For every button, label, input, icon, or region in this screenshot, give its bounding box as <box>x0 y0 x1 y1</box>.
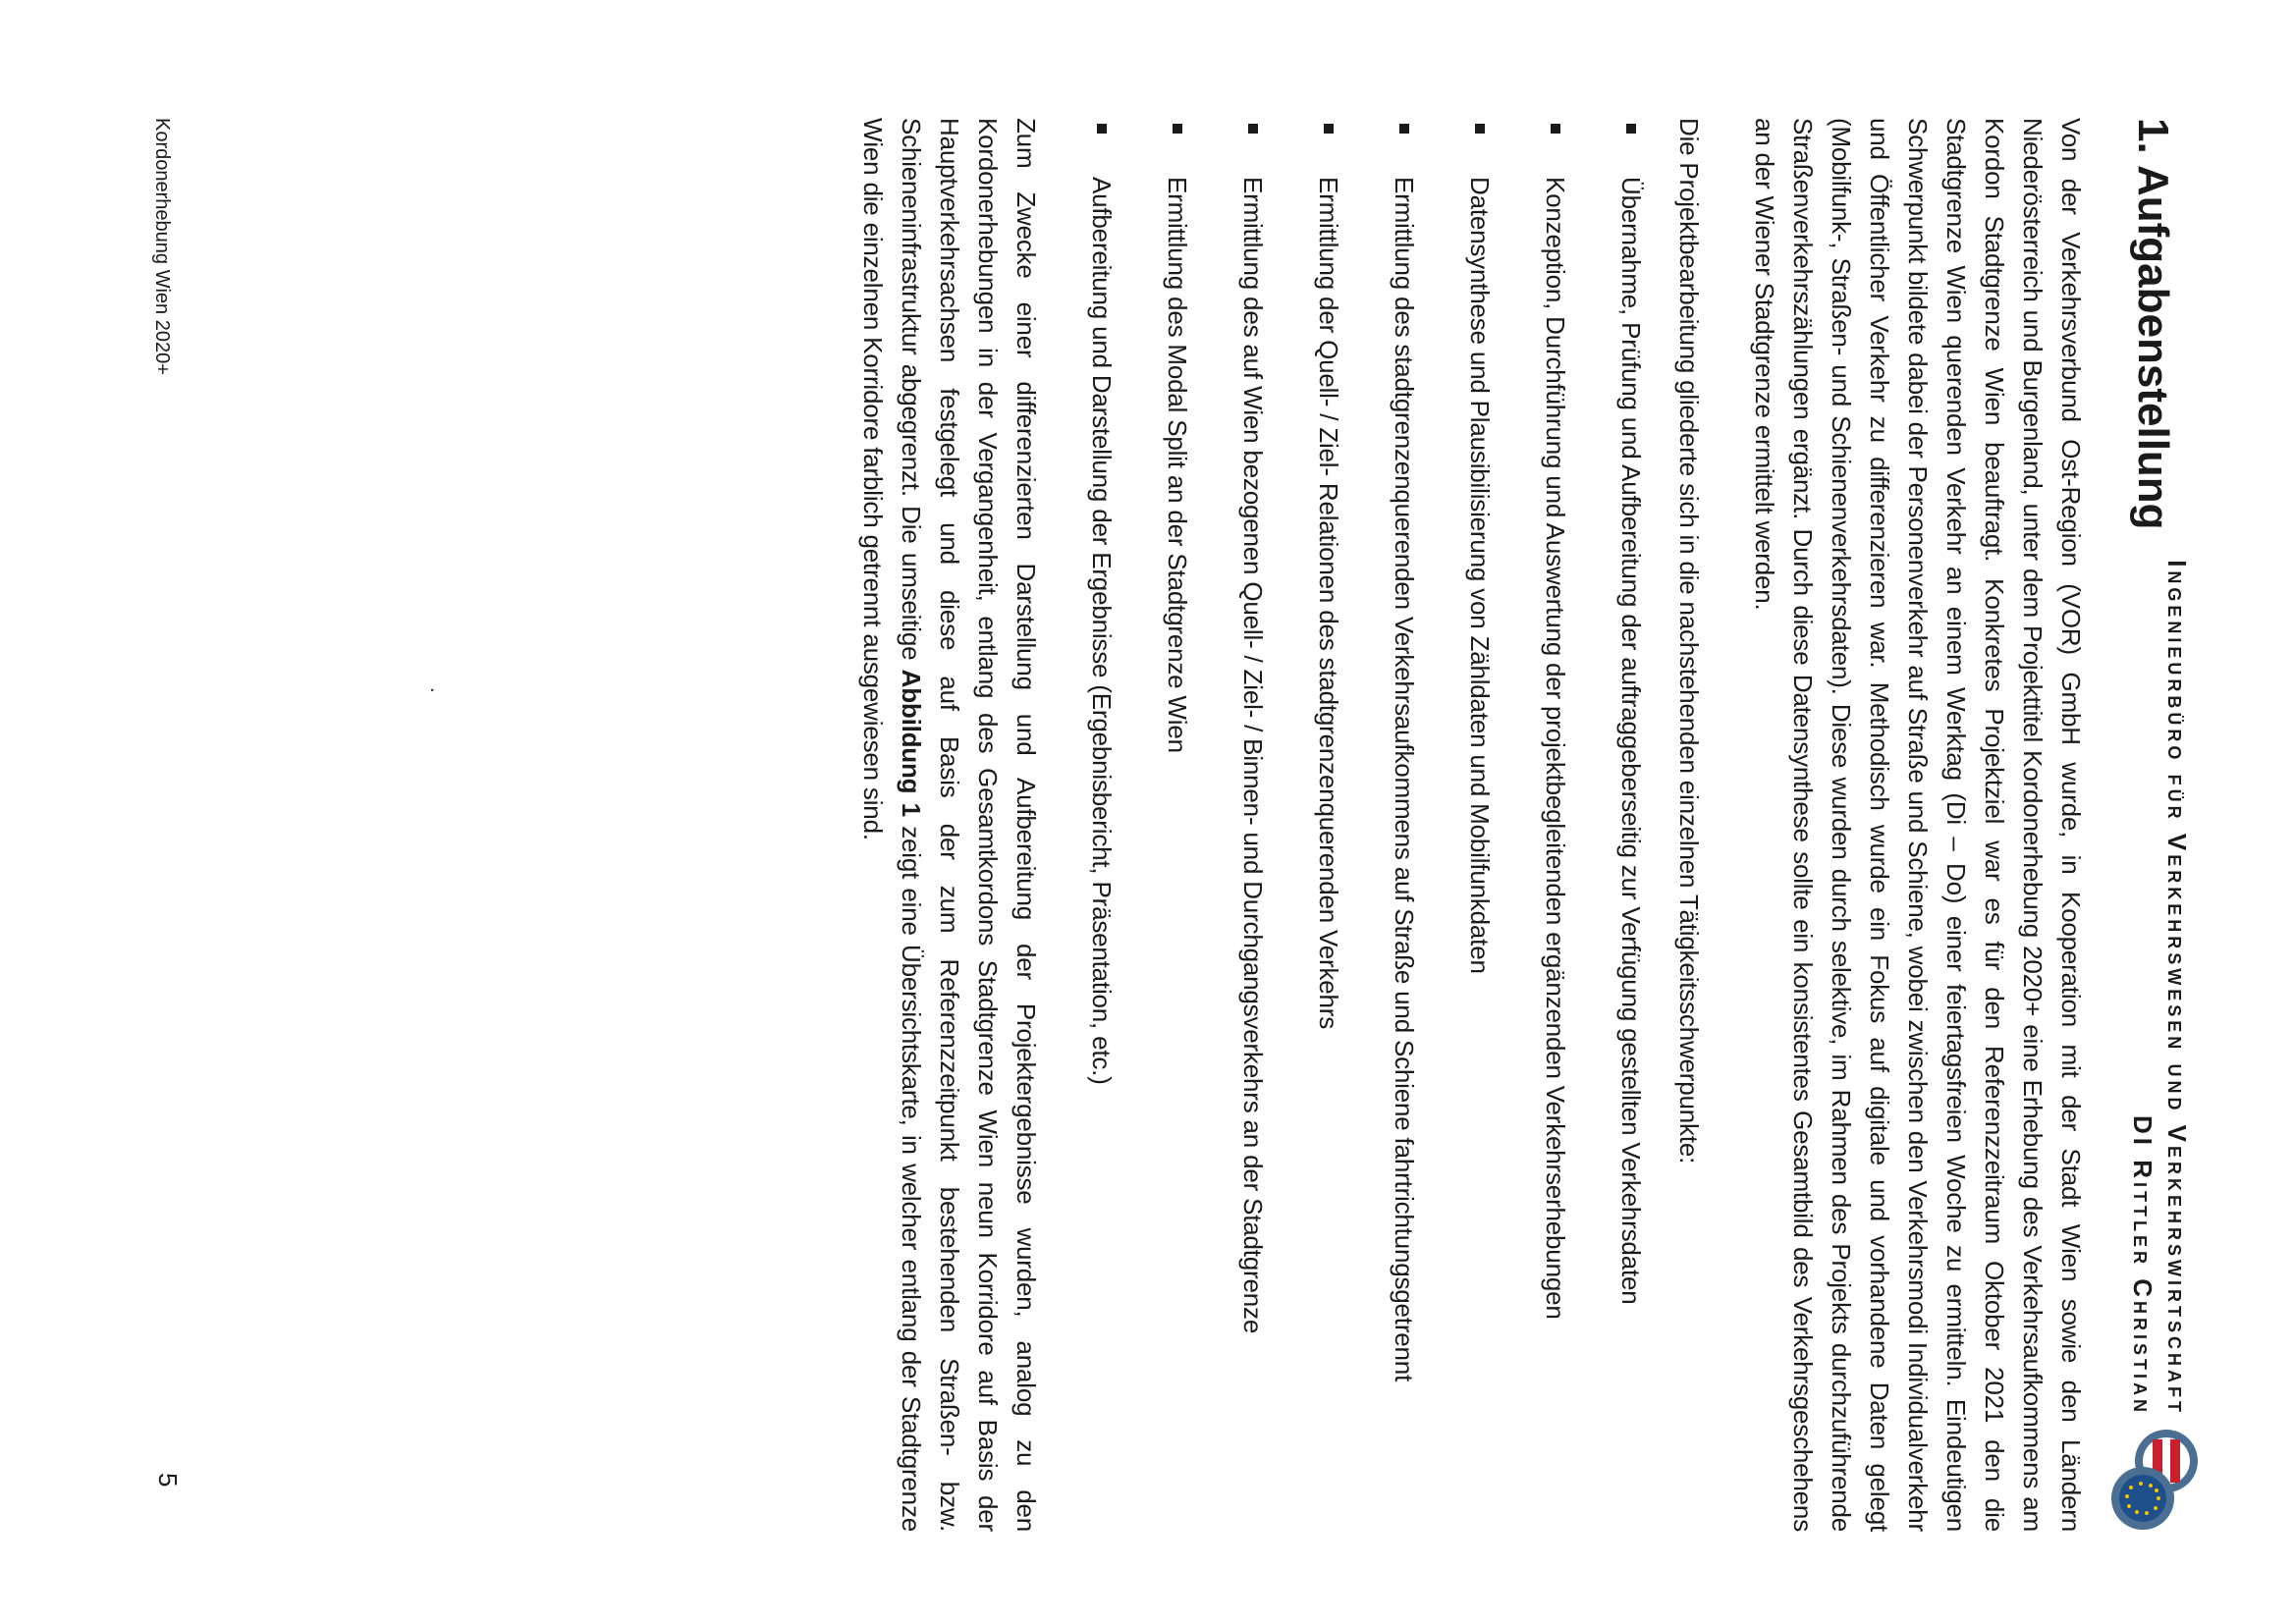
figure-reference: Abbildung 1 <box>897 669 926 817</box>
company-name-line1: Ingenieurbüro für Verkehrswesen und Verkehrswirtschaft <box>2162 560 2192 1416</box>
list-item-text: Ermittlung des stadtgrenzenquerenden Verkehrsaufkommens auf Straße und Schiene fahrtrichtungsgetrennt <box>1390 177 1419 1382</box>
list-item <box>1233 118 1272 1532</box>
section-title: Aufgabenstellung <box>2129 165 2177 530</box>
list-item-text: Ermittlung der Quell- / Ziel- Relationen des stadtgrenzenquerenden Verkehrs <box>1314 177 1343 1030</box>
bullet-icon <box>1626 124 1636 134</box>
list-item <box>1611 118 1650 1532</box>
list-item-text: Konzeption, Durchführung und Auswertung der projektbegleitenden ergänzenden Verkehrserhebungen <box>1541 177 1570 1320</box>
list-item-text: Aufbereitung und Darstellung der Ergebnisse (Ergebnisbericht, Präsentation, etc.) <box>1087 177 1117 1085</box>
closing-paragraph <box>853 118 1045 1532</box>
list-item <box>1536 118 1574 1532</box>
list-item-text: Übernahme, Prüfung und Aufbereitung der auftraggeberseitig zur Verfügung gestellten Verkehrsdaten <box>1616 177 1646 1305</box>
page-number: 5 <box>153 1473 183 1488</box>
list-item <box>1385 118 1423 1532</box>
stray-mark: . <box>426 687 448 693</box>
footer-document-title: Kordonerhebung Wien 2020+ <box>151 118 173 375</box>
task-list-lead: Die Projektbearbeitung gliederte sich in die nachstehenden einzelnen Tätigkeitsschwerpunkte: <box>1674 118 1704 1164</box>
list-item <box>1082 118 1120 1532</box>
list-item <box>1460 118 1499 1532</box>
closing-text-start: Zum Zwecke einer differenzierten Darstellung und Aufbereitung der Projektergebnisse wurden, analog zu den Kordonerhebungen in der Vergangenheit, entlang des Gesamtkordons Stadtgrenze Wien neun Korridore auf Basis der Hauptverkehrsachsen festgelegt und diese auf Basis der zum Referenzzeitpunkt bestehenden Straßen- bzw. Schieneninfrastruktur abgegrenzt. Die umseitige <box>897 118 1041 1532</box>
list-item <box>1309 118 1347 1532</box>
section-heading <box>2127 118 2178 1532</box>
bullet-icon <box>1173 124 1182 134</box>
main-content <box>853 118 2178 1532</box>
bullet-icon <box>1399 124 1409 134</box>
bullet-icon <box>1248 124 1258 134</box>
bullet-icon <box>1324 124 1334 134</box>
closing-text-end: zeigt eine Übersichtskarte, in welcher entlang der Stadtgrenze Wien die einzelnen Korridore farblich getrennt ausgewiesen sind. <box>858 118 926 1533</box>
intro-paragraph: Von der Verkehrsverbund Ost-Region (VOR) GmbH wurde, in Kooperation mit der Stadt Wien sowie den Ländern Niederösterreich und Burgenland, unter dem Projekttitel Kordonerhebung 2020+ eine Erhebung des Verkehrsaufkommens am Kordon Stadtgrenze Wien beauftragt. Konkretes Projektziel war es für den Referenzzeitraum Oktober 2021 den die Stadtgrenze Wien querenden Verkehr an einem Werktag (Di – Do) einer feiertagsfreien Woche zu ermitteln. Eindeutigen Schwerpunkt bildete dabei der Personenverkehr auf Straße und Schiene, wobei zwischen den Verkehrsmodi Individualverkehr und Öffentlicher Verkehr zu differenzieren war. Methodisch wurde ein Fokus auf digitale und vorhandene Daten gelegt (Mobilfunk-, Straßen- und Schienenverkehrsdaten). Diese wurden durch selektive, im Rahmen des Projekts durchzuführende Straßenverkehrszählungen ergänzt. Durch diese Datensynthese sollte ein konsistentes Gesamtbild des Verkehrsgeschehens an der Wiener Stadtgrenze ermittelt werden. <box>1750 118 2086 1532</box>
bullet-icon <box>1475 124 1485 134</box>
list-item-text: Ermittlung des auf Wien bezogenen Quell- / Ziel- / Binnen- und Durchgangsverkehrs an der Stadtgrenze <box>1238 177 1268 1334</box>
section-number: 1. <box>2129 118 2177 154</box>
bullet-icon <box>1551 124 1560 134</box>
bullet-icon <box>1097 124 1107 134</box>
company-name-line2: DI Rittler Christian <box>2128 1115 2157 1416</box>
list-item-text: Ermittlung des Modal Split an der Stadtgrenze Wien <box>1163 177 1192 753</box>
task-list <box>1082 118 1650 1532</box>
list-item-text: Datensynthese und Plausibilisierung von Zähldaten und Mobilfunkdaten <box>1465 177 1495 974</box>
list-item <box>1158 118 1196 1532</box>
